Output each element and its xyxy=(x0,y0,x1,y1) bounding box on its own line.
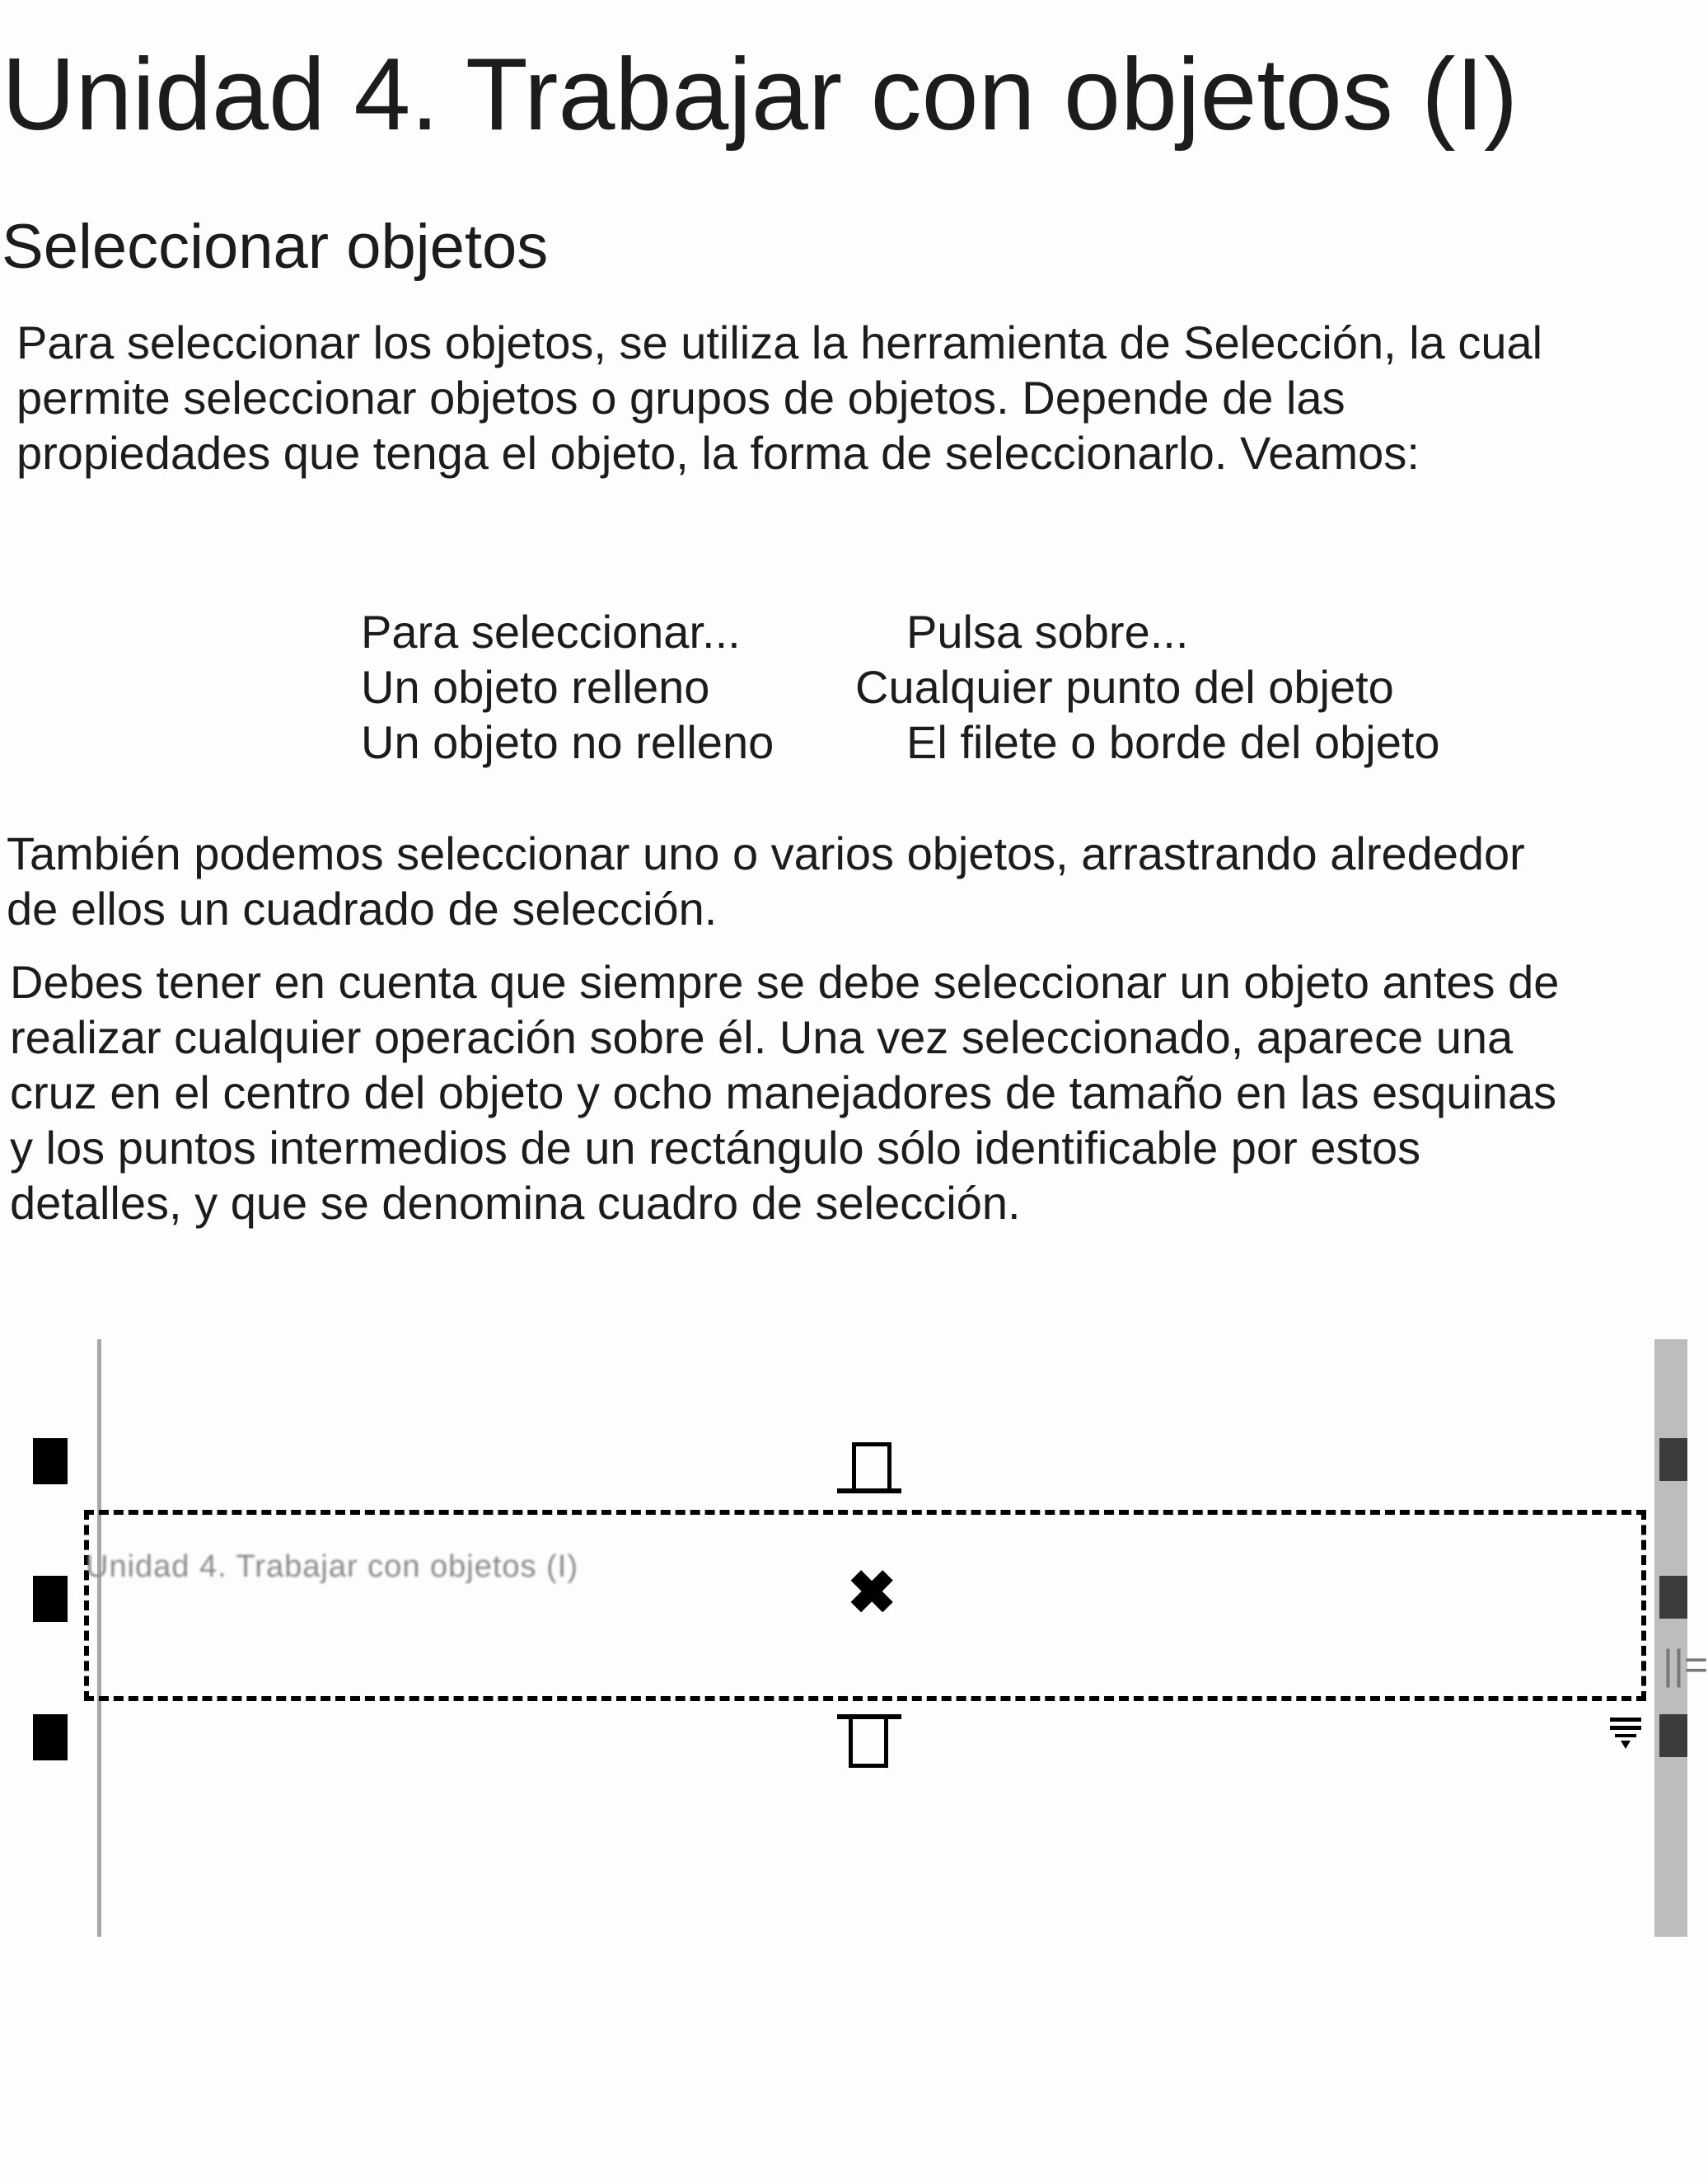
text-settings-icon[interactable] xyxy=(1607,1714,1645,1752)
table-header-row xyxy=(361,604,1440,659)
top-handle-base xyxy=(837,1488,901,1493)
resize-handle-top-right[interactable] xyxy=(1659,1438,1687,1481)
table-cell: Cualquier punto del objeto xyxy=(855,661,1394,713)
section-title: Seleccionar objetos xyxy=(2,212,549,282)
paragraph-line: de ellos un cuadrado de selección. xyxy=(7,883,718,935)
intro-line: Para seleccionar los objetos, se utiliza la herramienta de Selección, la cual xyxy=(16,316,1543,368)
intro-line: propiedades que tenga el objeto, la forma de seleccionarlo. Veamos: xyxy=(16,427,1420,479)
paragraph-line: cruz en el centro del objeto y ocho manejadores de tamaño en las esquinas xyxy=(10,1066,1557,1118)
paragraph-line: realizar cualquier operación sobre él. Una vez seleccionado, aparece una xyxy=(10,1011,1514,1063)
right-toolbar-glyph: ||= xyxy=(1663,1642,1708,1688)
resize-handle-middle-left[interactable] xyxy=(33,1576,68,1622)
drag-select-paragraph xyxy=(7,826,1525,936)
table-row xyxy=(361,659,1440,715)
resize-handle-bottom-left[interactable] xyxy=(33,1714,68,1760)
intro-line: permite seleccionar objetos o grupos de objetos. Depende de las xyxy=(16,372,1345,424)
resize-handle-top-left[interactable] xyxy=(33,1438,68,1484)
table-cell: Un objeto no relleno xyxy=(361,716,774,768)
selection-box-paragraph xyxy=(10,954,1559,1230)
paragraph-line: También podemos seleccionar uno o varios objetos, arrastrando alrededor xyxy=(7,827,1525,879)
table-header-cell: Para seleccionar... xyxy=(361,606,741,658)
intro-paragraph xyxy=(16,315,1542,480)
paragraph-line: detalles, y que se denomina cuadro de selección. xyxy=(10,1177,1021,1229)
center-cross-icon[interactable]: ✖ xyxy=(847,1560,897,1626)
table-cell: El filete o borde del objeto xyxy=(906,716,1440,768)
resize-handle-bottom-right[interactable] xyxy=(1659,1714,1687,1757)
bottom-handle-icon[interactable] xyxy=(849,1718,888,1768)
right-scrollbar[interactable] xyxy=(1654,1339,1687,1937)
table-row xyxy=(361,715,1440,770)
selected-text-object[interactable]: Unidad 4. Trabajar con objetos (I) xyxy=(86,1549,578,1584)
table-header-cell: Pulsa sobre... xyxy=(906,606,1189,658)
top-handle-icon[interactable] xyxy=(852,1442,891,1493)
selection-table xyxy=(361,604,1440,770)
page-title: Unidad 4. Trabajar con objetos (I) xyxy=(2,38,1518,152)
table-cell: Un objeto relleno xyxy=(361,661,710,713)
resize-handle-middle-right[interactable] xyxy=(1659,1576,1687,1619)
paragraph-line: Debes tener en cuenta que siempre se debe seleccionar un objeto antes de xyxy=(10,956,1560,1008)
selection-illustration xyxy=(0,1327,1708,1937)
paragraph-line: y los puntos intermedios de un rectángulo sólo identificable por estos xyxy=(10,1122,1421,1174)
